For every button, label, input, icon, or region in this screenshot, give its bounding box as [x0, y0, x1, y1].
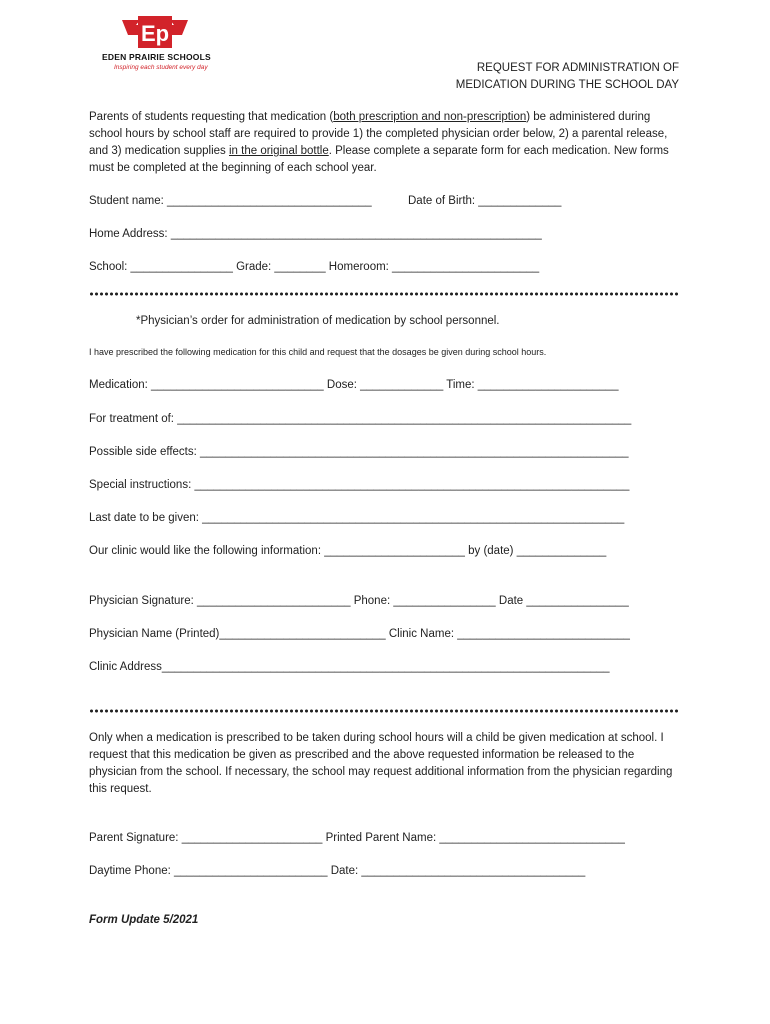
parent-signature-row[interactable]: Parent Signature: ______________________ Printed Parent Name: _____________________________	[89, 832, 625, 844]
intro-text-2: ) be administered during school hours by school staff are required to provide 1) the completed physician order below, 2) a parental release, and 3) medication supplies	[89, 111, 668, 157]
school-logo	[100, 14, 210, 76]
physician-order-title: *Physician’s order for administration of medication by school personnel.	[136, 315, 500, 327]
intro-text-3: . Please complete a separate form for each medication. New forms must be completed at the beginning of each school year.	[89, 145, 669, 174]
form-title-line2: MEDICATION DURING THE SCHOOL DAY	[455, 79, 679, 91]
intro-paragraph	[89, 109, 684, 177]
last-date-field[interactable]: Last date to be given: __________________________________________________________________	[89, 512, 625, 524]
special-instructions-field[interactable]: Special instructions: ____________________________________________________________________	[89, 479, 630, 491]
clinic-address-field[interactable]: Clinic Address______________________________________________________________________	[89, 661, 610, 673]
daytime-phone-date-row[interactable]: Daytime Phone: ________________________ Date: ___________________________________	[89, 865, 586, 877]
date-of-birth-field[interactable]: Date of Birth: _____________	[408, 195, 562, 207]
form-title-line1: REQUEST FOR ADMINISTRATION OF	[476, 62, 679, 74]
school-grade-homeroom-row[interactable]: School: ________________ Grade: ________ Homeroom: _______________________	[89, 261, 540, 273]
logo-school-name: EDEN PRAIRIE SCHOOLS	[102, 52, 211, 62]
student-name-field[interactable]: Student name: ________________________________	[89, 195, 372, 207]
parent-release-paragraph: Only when a medication is prescribed to be taken during school hours will a child be given medication at school. I request that this medication be given as prescribed and the above requested information be released to the physician from the school. If necessary, the school may request additional information from the physician regarding this request.	[89, 732, 673, 795]
clinic-information-field[interactable]: Our clinic would like the following information: ______________________ by (date) ______________	[89, 545, 607, 557]
form-update-note: Form Update 5/2021	[89, 914, 199, 926]
physician-name-row[interactable]: Physician Name (Printed)__________________________ Clinic Name: ___________________________	[89, 628, 630, 640]
physician-statement: I have prescribed the following medication for this child and request that the dosages be given during school hours.	[89, 347, 547, 357]
physician-signature-row[interactable]: Physician Signature: ________________________ Phone: ________________ Date ________________	[89, 595, 629, 607]
intro-underlined-1: both prescription and non-prescription	[333, 111, 527, 123]
wings-monogram-icon	[100, 14, 210, 50]
side-effects-field[interactable]: Possible side effects: ___________________________________________________________________	[89, 446, 629, 458]
intro-underlined-2: in the original bottle	[229, 145, 329, 157]
section-divider-2	[89, 709, 679, 713]
logo-monogram: Ep	[140, 21, 170, 46]
logo-tagline: Inspiring each student every day	[114, 64, 208, 71]
section-divider-1	[89, 292, 679, 296]
medication-dose-time-row[interactable]: Medication: ___________________________ Dose: _____________ Time: ______________________	[89, 379, 619, 391]
treatment-field[interactable]: For treatment of: _______________________________________________________________________	[89, 413, 632, 425]
home-address-field[interactable]: Home Address: __________________________________________________________	[89, 228, 542, 240]
intro-text-1: Parents of students requesting that medication (	[89, 111, 334, 123]
